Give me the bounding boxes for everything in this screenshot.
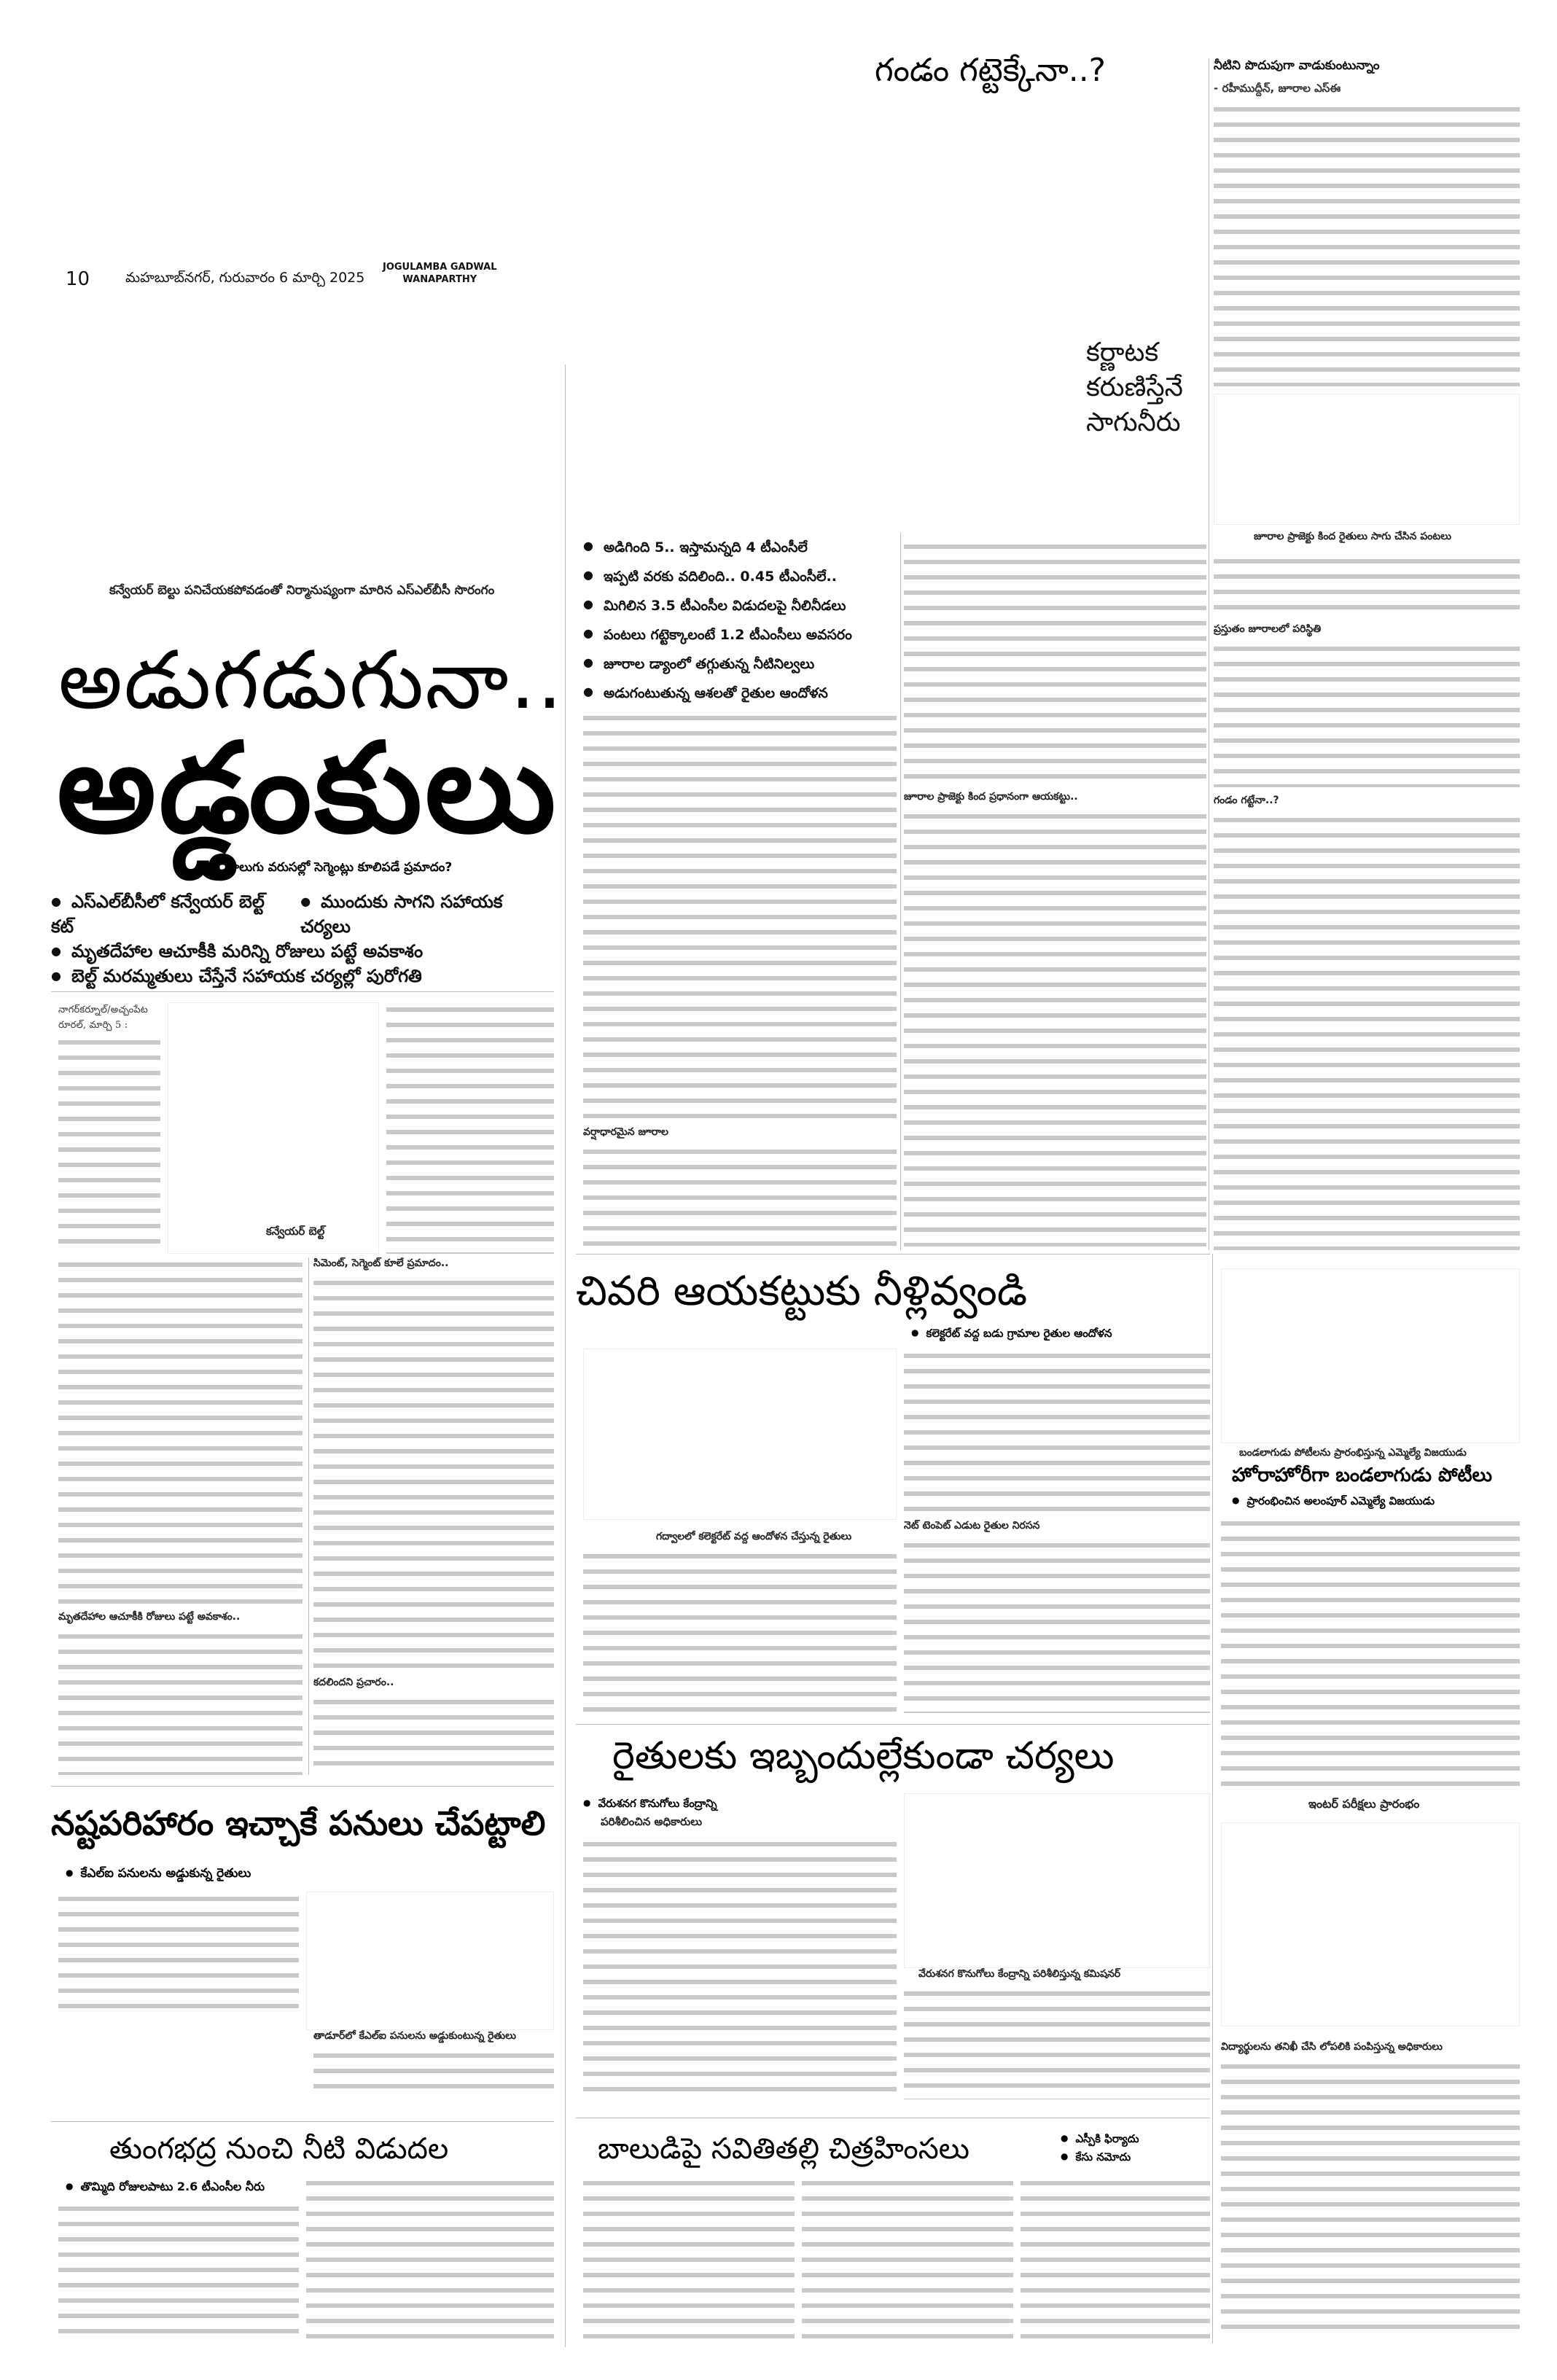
exam-body	[1221, 2059, 1520, 2340]
horahori-headline: హోరాహోరీగా బండలాగుడు పోటీలు	[1232, 1464, 1492, 1486]
divider	[576, 1254, 1210, 1255]
gandam-body-col3c	[1214, 813, 1520, 1250]
photo-caption: కన్వేయర్ బెల్ట్	[266, 1225, 325, 1238]
lead-dateline: నాగర్‌కర్నూల్/అచ్చంపేట రూరల్, మార్చి 5 :	[58, 1004, 149, 1031]
nashta-body	[58, 1892, 299, 2016]
lead-bullets	[51, 889, 554, 988]
lead-body-col1	[58, 1257, 303, 1607]
gandam-body-col1	[583, 711, 897, 1119]
section-head: ప్రస్తుతం జూరాలలో పరిస్థితి	[1214, 623, 1322, 635]
nashta-photo	[306, 1892, 554, 2030]
gandam-body-col1b	[583, 1144, 897, 1246]
rythulaku-body-a	[583, 1837, 897, 2099]
gandam-bullet: ● జూరాల డ్యాంలో తగ్గుతున్న నీటినిల్వలు	[583, 649, 897, 678]
horahori-sub: ● ప్రారంభించిన అలంపూర్ ఎమ్మెల్యే విజయుడు	[1232, 1494, 1435, 1510]
chivari-photo	[583, 1349, 897, 1520]
section-head: కదలిందని ప్రచారం..	[313, 1677, 394, 1688]
edition-label	[383, 261, 497, 286]
karnataka-line: సాగునీరు	[1086, 407, 1181, 437]
lead-headline-line2: అడ్డంకులు	[57, 717, 559, 861]
divider	[900, 532, 901, 1250]
gandam-body-col2b	[904, 809, 1206, 1246]
gandam-quote-body	[1214, 102, 1520, 386]
karnataka-head	[1086, 335, 1183, 440]
divider	[1212, 1254, 1213, 2344]
chivari-body-a	[904, 1349, 1210, 1516]
gandam-bullet: ● ఇప్పటి వరకు వదిలింది.. 0.45 టీఎంసీలే..	[583, 561, 897, 590]
tungabhadra-headline: తుంగభద్ర నుంచి నీటి విడుదల	[109, 2132, 449, 2166]
tungabhadra-sub: ● తొమ్మిది రోజులపాటు 2.6 టీఎంసీల నీరు	[66, 2180, 265, 2196]
section-head: ఇంటర్ పరీక్షలు ప్రారంభం	[1308, 1797, 1420, 1811]
rythulaku-sub2: పరిశీలించిన అధికారులు	[601, 1815, 703, 1828]
exam-photo	[1221, 1822, 1520, 2026]
divider	[576, 1724, 1210, 1725]
baludi-body-3	[1021, 2176, 1210, 2340]
tungabhadra-body-2	[306, 2176, 554, 2340]
edition-line-1: JOGULAMBA GADWAL	[383, 262, 497, 273]
photo-caption: తాడూర్‌లో కేఎల్ఐ పనులను అడ్డుకుంటున్న రైతులు	[313, 2030, 516, 2042]
divider	[565, 364, 566, 2347]
photo-caption: విద్యార్థులను తనిఖీ చేసి లోపలికి పంపిస్తున్న అధికారులు	[1221, 2041, 1443, 2053]
tungabhadra-body-1	[58, 2201, 299, 2340]
lead-body-col2a	[386, 1002, 554, 1254]
gandam-body-col3a	[1214, 554, 1520, 612]
photo-caption: బండలాగుడు పోటీలను ప్రారంభిస్తున్న ఎమ్మెల్యే విజయుడు	[1239, 1447, 1467, 1459]
photo-caption: జూరాల ప్రాజెక్టు కింద రైతులు సాగు చేసిన పంటలు	[1254, 531, 1451, 542]
lead-kicker: కన్వేయర్ బెల్టు పనిచేయకపోవడంతో నిర్మానుష్యంగా మారిన ఎస్ఎల్‌బీసీ సొరంగం	[109, 583, 495, 598]
divider	[51, 991, 554, 992]
nashta-body-2	[313, 2048, 554, 2099]
section-head: జూరాల ప్రాజెక్టు కింద ప్రధానంగా ఆయకట్టు..	[904, 791, 1078, 803]
page-number: 10	[66, 268, 90, 290]
gandam-bullet: ● పంటలు గట్టెక్కాలంటే 1.2 టీఎంసీలు అవసరం	[583, 620, 897, 649]
photo-caption: వేరుశనగ కొనుగోలు కేంద్రాన్ని పరిశీలిస్తున్న కమిషనర్	[918, 1968, 1121, 1980]
gandam-body-col3b	[1214, 641, 1520, 787]
lead-bullet: ● ముందుకు సాగని సహాయక చర్యలు	[300, 889, 554, 939]
photo-caption: గద్వాలలో కలెక్టరేట్ వద్ద ఆందోళన చేస్తున్న రైతులు	[656, 1531, 852, 1542]
chivari-headline: చివరి ఆయకట్టుకు నీళ్లివ్వండి	[576, 1268, 1028, 1315]
horahori-body	[1221, 1516, 1520, 1786]
karnataka-photo	[1214, 394, 1520, 525]
lead-bullet: ● బెల్ట్ మరమ్మతులు చేస్తేనే సహాయక చర్యల్లో పురోగతి	[51, 964, 554, 988]
nashta-sub: ● కేఎల్ఐ పనులను అడ్డుకున్న రైతులు	[66, 1866, 251, 1884]
edition-line-2: WANAPARTHY	[402, 274, 477, 285]
chivari-body-c	[583, 1549, 897, 1713]
karnataka-line: కర్ణాటక	[1086, 338, 1159, 367]
lead-body-col2b	[313, 1695, 554, 1775]
divider	[51, 1786, 554, 1787]
lead-bullet: ● మృతదేహాల ఆచూకీకి మరిన్ని రోజులు పట్టే అవకాశం	[51, 939, 554, 964]
section-head: మృతదేహాల ఆచూకీకి రోజులు పట్టే అవకాశం..	[58, 1611, 241, 1623]
horahori-photo	[1221, 1268, 1520, 1443]
baludi-sub2: ● కేసు నమోదు	[1061, 2150, 1131, 2166]
gandam-headline: గండం గట్టెక్కేనా..?	[875, 52, 1107, 89]
rythulaku-sub1: ● వేరుశనగ కొనుగోలు కేంద్రాన్ని	[583, 1797, 717, 1813]
section-head: నెట్ టెంపెట్ ఎడుట రైతుల నిరసన	[904, 1520, 1040, 1532]
section-head: గండం గట్టేనా..?	[1214, 795, 1279, 806]
gandam-bullets	[583, 532, 897, 707]
baludi-body-1	[583, 2176, 795, 2340]
chivari-body-b	[904, 1538, 1210, 1713]
lead-bullet: ● ఎస్ఎల్‌బీసీలో కన్వేయర్ బెల్ట్ కట్	[51, 889, 289, 939]
gandam-bullet: ● మిగిలిన 3.5 టీఎంసీల విడుదలపై నీలినీడలు	[583, 590, 897, 620]
conveyor-photo	[168, 1002, 379, 1254]
baludi-body-2	[802, 2176, 1013, 2340]
lead-body-col1b	[58, 1629, 303, 1775]
baludi-sub1: ● ఎస్పీకి ఫిర్యాదు	[1061, 2132, 1139, 2148]
gandam-bullet: ● అడిగింది 5.. ఇస్తామన్నది 4 టీఎంసీలే	[583, 532, 897, 561]
lead-body-col1a	[58, 1035, 160, 1254]
gandam-quote-title: నీటిని పొదుపుగా వాడుకుంటున్నాం	[1214, 58, 1380, 73]
baludi-headline: బాలుడిపై సవితితల్లి చిత్రహింసలు	[598, 2132, 969, 2166]
rythulaku-headline: రైతులకు ఇబ్బందుల్లేకుండా చర్యలు	[612, 1734, 1115, 1778]
karnataka-line: కరుణిస్తేనే	[1086, 372, 1183, 402]
gandam-bullet: ● అడుగంటుతున్న ఆశలతో రైతుల ఆందోళన	[583, 678, 897, 707]
section-head: సిమెంట్, సెగ్మెంట్ కూలే ప్రమాదం..	[313, 1257, 449, 1269]
gandam-body-col2a	[904, 539, 1206, 780]
nashta-headline: నష్టపరిహారం ఇచ్చాకే పనులు చేపట్టాలి	[51, 1803, 546, 1843]
lead-headline-line1: అడుగడుగునా..	[58, 633, 564, 727]
divider	[51, 2121, 554, 2122]
chivari-sub: ● కలెక్టరేట్ వద్ద బడు గ్రామాల రైతుల ఆందోళన	[911, 1327, 1112, 1343]
rythulaku-body-b	[904, 1986, 1210, 2099]
gandam-byline: - రహీముద్దీన్, జూరాల ఎస్ఈ	[1214, 82, 1341, 95]
rythulaku-photo	[904, 1793, 1210, 1968]
divider	[308, 1257, 309, 1775]
lead-subhead: ● నాలుగు వరుసల్లో సెగ్మెంట్లు కూలిపడే ప్రమాదం?	[211, 860, 452, 878]
dateline: మహబూబ్‌నగర్, గురువారం 6 మార్చి 2025	[125, 270, 365, 286]
lead-body-col2	[313, 1276, 554, 1677]
section-head: వర్షాధారమైన జూరాల	[583, 1126, 668, 1138]
